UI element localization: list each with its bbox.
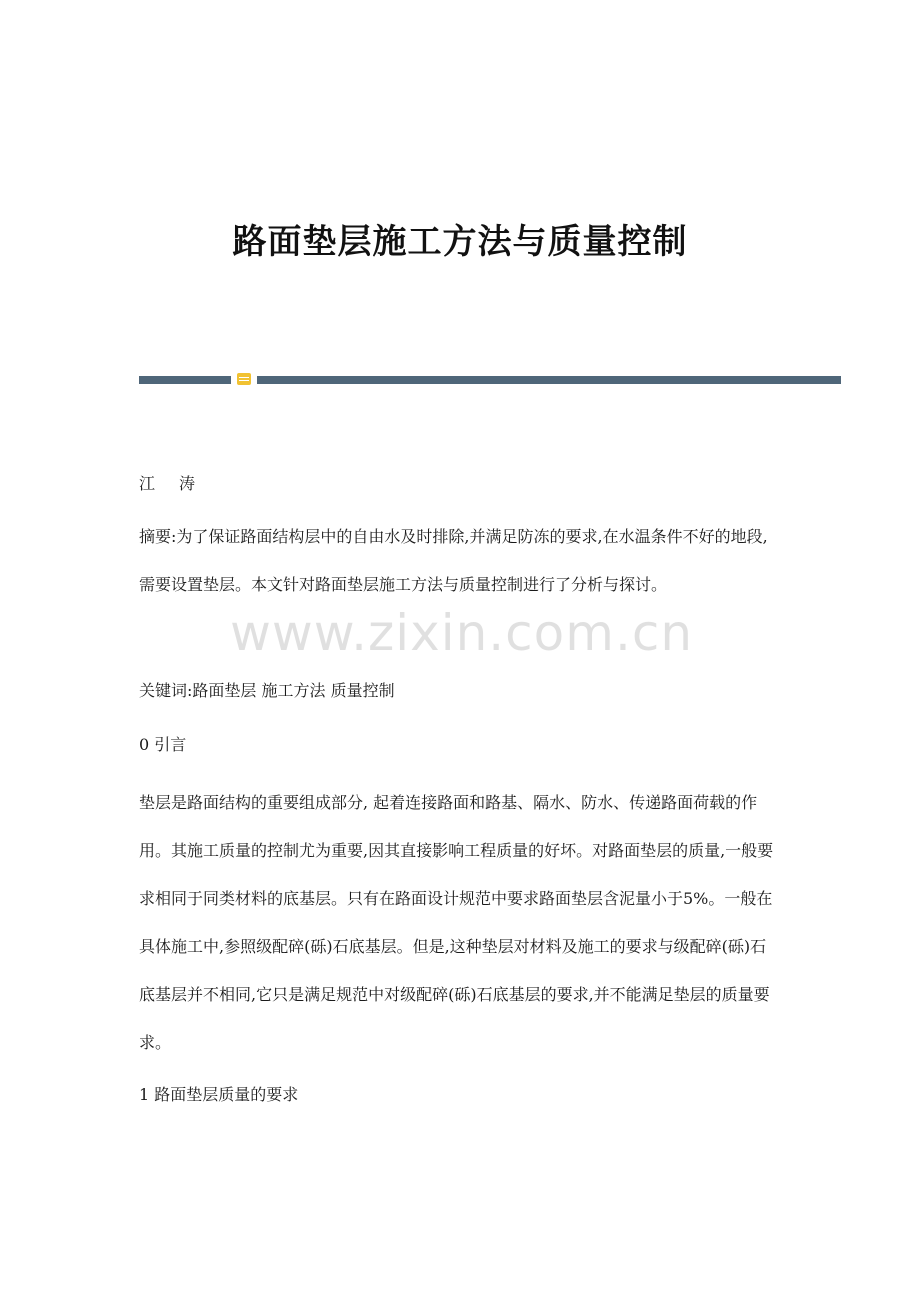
author-name	[139, 460, 781, 508]
divider-bar-right	[257, 376, 841, 384]
title-divider	[139, 373, 841, 385]
keywords-line: 关键词:路面垫层 施工方法 质量控制	[139, 681, 395, 700]
abstract-paragraph: 摘要:为了保证路面结构层中的自由水及时排除,并满足防冻的要求,在水温条件不好的地段,需要设置垫层。本文针对路面垫层施工方法与质量控制进行了分析与探讨。	[139, 527, 768, 594]
section-heading-requirements: 1 路面垫层质量的要求	[139, 1085, 299, 1104]
watermark-text: www.zixin.com.cn	[230, 604, 694, 662]
intro-paragraph: 垫层是路面结构的重要组成部分, 起着连接路面和路基、隔水、防水、传递路面荷载的作用。其施工质量的控制尤为重要,因其直接影响工程质量的好坏。对路面垫层的质量,一般要求相同于同类材料的底基层。只有在路面设计规范中要求路面垫层含泥量小于5%。一般在具体施工中,参照级配碎(砾)石底基层。但是,这种垫层对材料及施工的要求与级配碎(砾)石底基层并不相同,它只是满足规范中对级配碎(砾)石底基层的要求,并不能满足垫层的质量要求。	[139, 793, 774, 1052]
section-heading-intro: 0 引言	[139, 735, 187, 754]
document-title: 路面垫层施工方法与质量控制	[232, 222, 688, 262]
divider-bar-left	[139, 376, 231, 384]
author-surname: 江	[139, 474, 156, 493]
divider-badge-icon	[237, 373, 251, 385]
author-given-name: 涛	[179, 474, 196, 493]
